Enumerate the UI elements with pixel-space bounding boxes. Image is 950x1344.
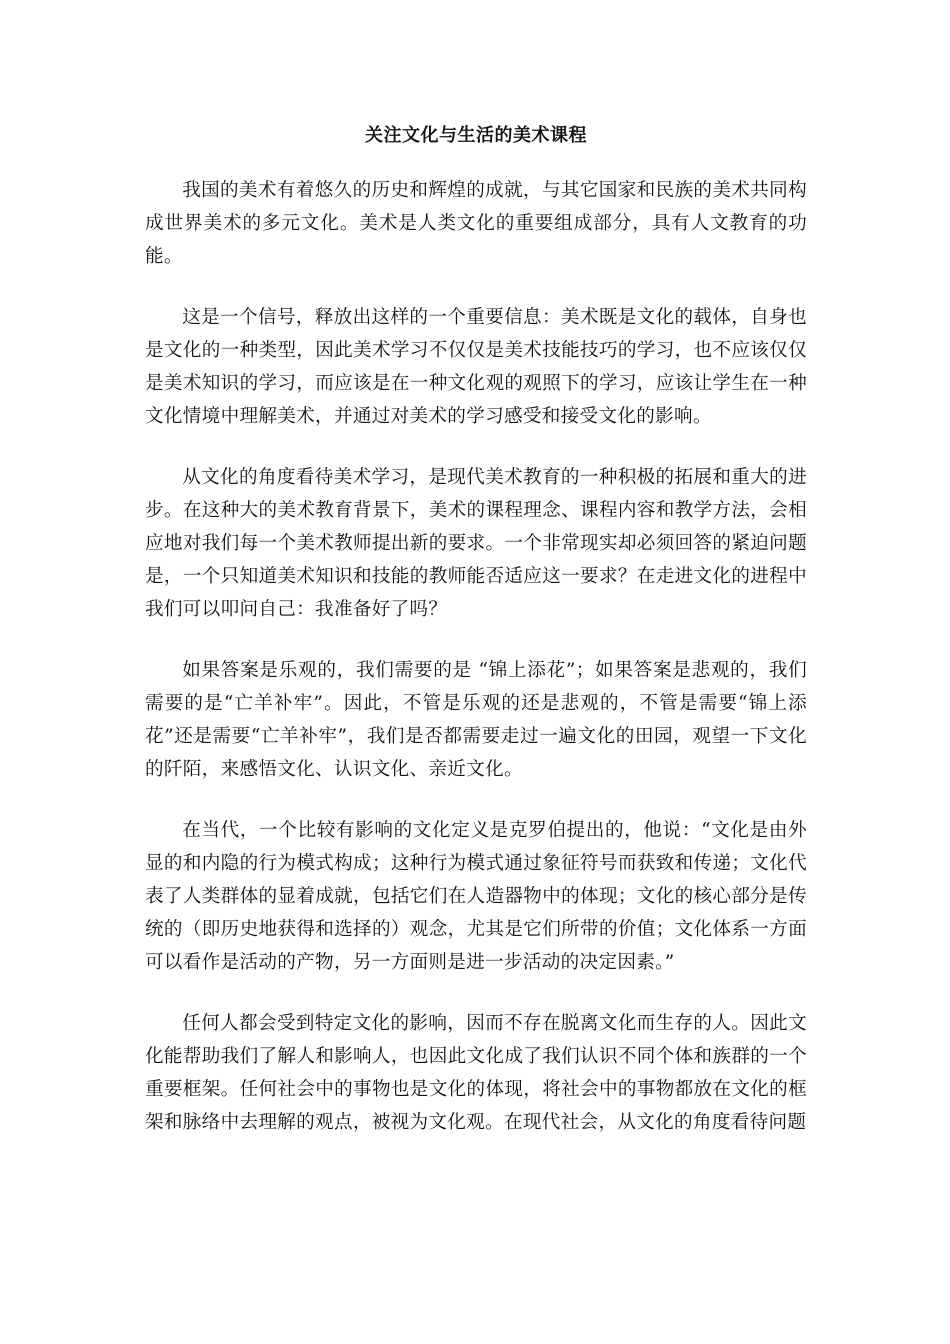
paragraph: 从文化的角度看待美术学习，是现代美术教育的一种积极的拓展和重大的进步。在这种大的美术教育背景下，美术的课程理念、课程内容和教学方法，会相应地对我们每一个美术教师提出新的要求。一个非常现实却必须回答的紧迫问题是，一个只知道美术知识和技能的教师能否适应这一要求？在走进文化的进程中我们可以叩问自己：我准备好了吗？ — [145, 467, 807, 620]
document-page — [145, 122, 807, 1167]
paragraph: 如果答案是乐观的，我们需要的是 “锦上添花”；如果答案是悲观的，我们需要的是“亡羊补牢”。因此，不管是乐观的还是悲观的，不管是需要“锦上添花”还是需要“亡羊补牢”，我们是否都需要走过一遍文化的田园，观望一下文化的阡陌，来感悟文化、认识文化、亲近文化。 — [145, 660, 807, 780]
paragraph: 任何人都会受到特定文化的影响，因而不存在脱离文化而生存的人。因此文化能帮助我们了解人和影响人，也因此文化成了我们认识不同个体和族群的一个重要框架。任何社会中的事物也是文化的体现，将社会中的事物都放在文化的框架和脉络中去理解的观点，被视为文化观。在现代社会，从文化的角度看待问题 — [145, 1013, 807, 1133]
paragraph: 这是一个信号，释放出这样的一个重要信息：美术既是文化的载体，自身也是文化的一种类型，因此美术学习不仅仅是美术技能技巧的学习，也不应该仅仅是美术知识的学习，而应该是在一种文化观的观照下的学习，应该让学生在一种文化情境中理解美术，并通过对美术的学习感受和接受文化的影响。 — [145, 307, 807, 427]
paragraph: 我国的美术有着悠久的历史和辉煌的成就，与其它国家和民族的美术共同构成世界美术的多元文化。美术是人类文化的重要组成部分，具有人文教育的功能。 — [145, 180, 807, 267]
paragraph: 在当代，一个比较有影响的文化定义是克罗伯提出的，他说：“文化是由外显的和内隐的行为模式构成；这种行为模式通过象征符号而获致和传递；文化代表了人类群体的显着成就，包括它们在人造器物中的体现；文化的核心部分是传统的（即历史地获得和选择的）观念，尤其是它们所带的价值；文化体系一方面可以看作是活动的产物，另一方面则是进一步活动的决定因素。” — [145, 820, 807, 973]
document-title: 关注文化与生活的美术课程 — [365, 125, 587, 146]
